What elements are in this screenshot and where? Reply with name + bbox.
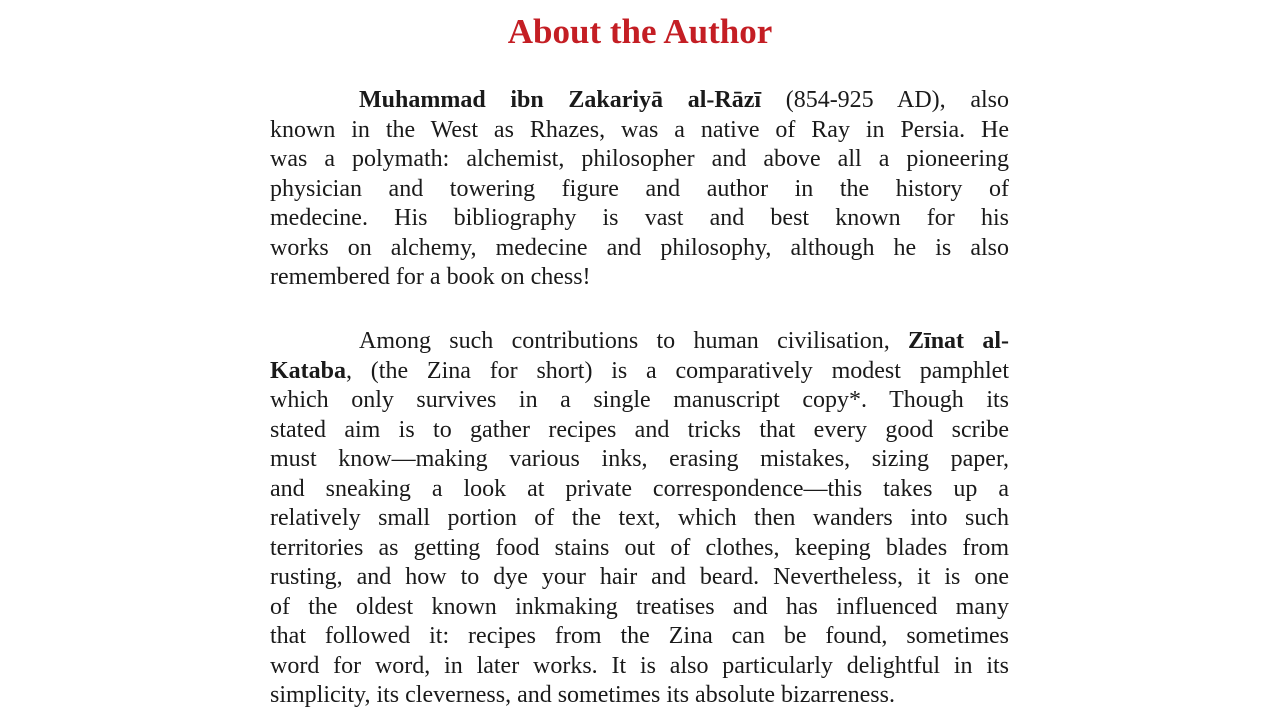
text-segment: rusting, and how to dye your hair and beard. Nevertheless, it is one: [270, 564, 1009, 590]
bold-term: Kataba: [270, 357, 347, 384]
text-line: [270, 652, 1009, 682]
zina-description-paragraph: [270, 327, 1009, 711]
text-segment: which only survives in a single manuscript copy*. Though its: [270, 387, 1009, 413]
text-line: [270, 357, 1009, 387]
text-segment: simplicity, its cleverness, and sometimes its absolute bizarreness.: [270, 682, 895, 708]
page-title: About the Author: [507, 12, 773, 51]
bold-term: Zīnat al-: [908, 328, 1009, 354]
text-segment: word for word, in later works. It is also particularly delightful in its: [270, 652, 1009, 679]
text-line: [270, 445, 1009, 475]
text-segment: medecine. His bibliography is vast and best known for his: [270, 205, 1009, 231]
text-line: [270, 234, 1009, 264]
text-segment: was a polymath: alchemist, philosopher and above all a pioneering: [270, 146, 1009, 172]
text-segment: relatively small portion of the text, which then wanders into such: [270, 505, 1009, 531]
text-line: [270, 175, 1009, 205]
text-line: [270, 116, 1009, 146]
text-segment: physician and towering figure and author in the history of: [270, 175, 1009, 202]
text-segment: and sneaking a look at private correspondence—this takes up a: [270, 475, 1009, 502]
author-bio-paragraph: [270, 86, 1009, 293]
text-segment: known in the West as Rhazes, was a native of Ray in Persia. He: [270, 116, 1009, 143]
text-line: [270, 534, 1009, 564]
text-segment: that followed it: recipes from the Zina can be found, sometimes: [270, 623, 1009, 649]
text-line: [270, 204, 1009, 234]
text-line: [270, 416, 1009, 446]
text-line: [270, 86, 1009, 116]
text-segment: of the oldest known inkmaking treatises and has influenced many: [270, 593, 1009, 620]
text-line: [270, 504, 1009, 534]
text-line: [270, 563, 1009, 593]
text-line: [270, 145, 1009, 175]
text-line: [270, 386, 1009, 416]
text-line: [270, 327, 1009, 357]
text-segment: works on alchemy, medecine and philosophy, although he is also: [270, 234, 1009, 261]
text-line: [270, 263, 1009, 293]
bold-term: Muhammad ibn Zakariyā al-Rāzī: [359, 87, 762, 113]
text-line: [270, 622, 1009, 652]
text-segment: , (the Zina for short) is a comparatively modest pamphlet: [346, 357, 1009, 384]
text-segment: Among such contributions to human civilisation,: [359, 328, 909, 354]
text-line: [270, 681, 1009, 711]
text-segment: stated aim is to gather recipes and tricks that every good scribe: [270, 416, 1009, 443]
text-line: [270, 475, 1009, 505]
text-segment: remembered for a book on chess!: [270, 264, 591, 290]
text-line: [270, 593, 1009, 623]
text-segment: (854-925 AD), also: [761, 87, 1009, 113]
text-segment: must know—making various inks, erasing mistakes, sizing paper,: [270, 446, 1009, 472]
text-segment: territories as getting food stains out of clothes, keeping blades from: [270, 534, 1009, 561]
